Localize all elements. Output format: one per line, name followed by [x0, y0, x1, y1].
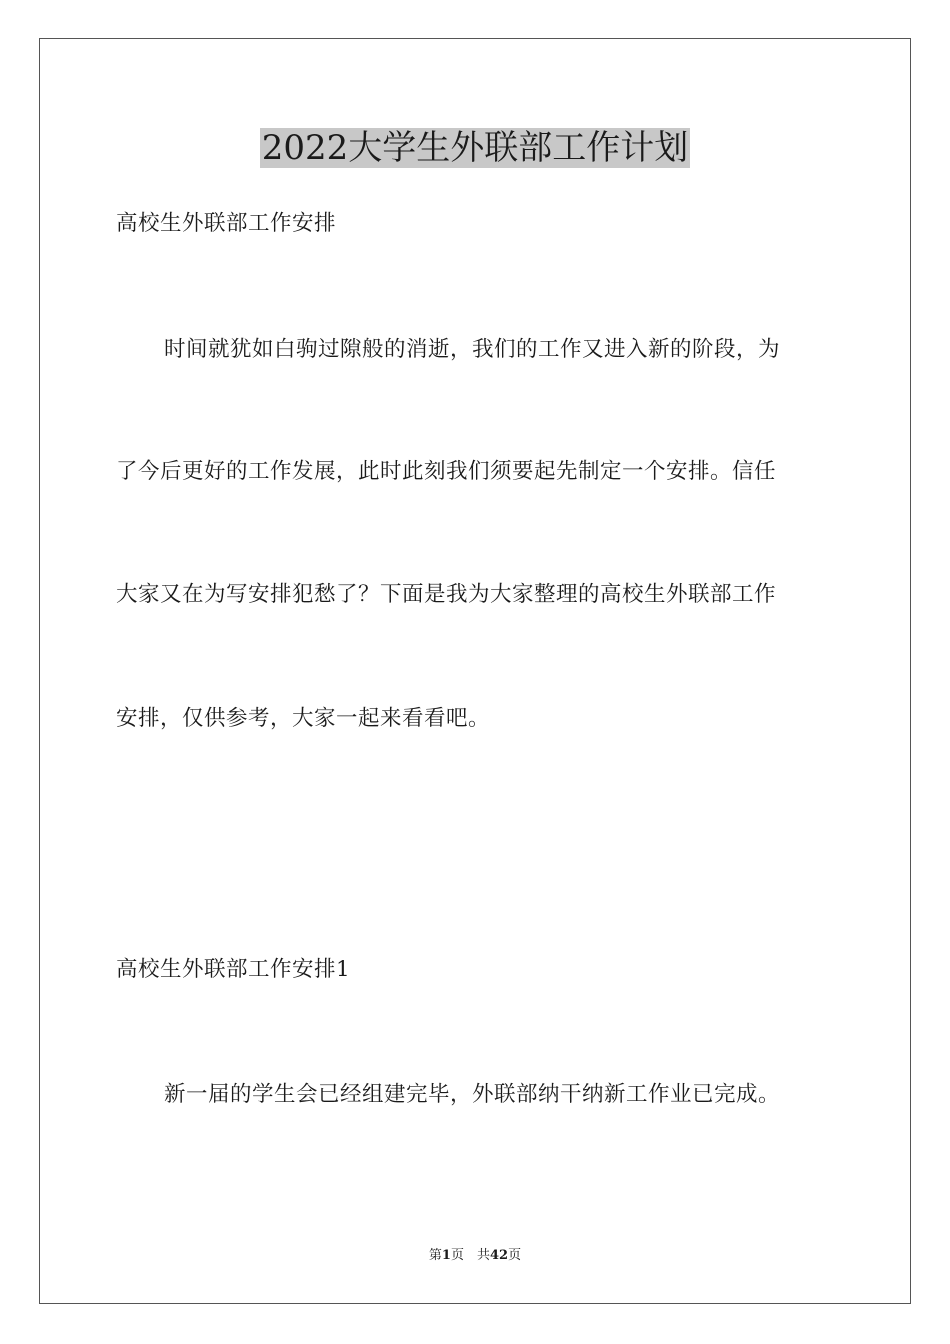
paragraph-line: 安排，仅供参考，大家一起来看看吧。: [116, 706, 491, 731]
section-heading: 高校生外联部工作安排: [116, 211, 337, 236]
paragraph-line: 新一届的学生会已经组建完毕，外联部纳干纳新工作业已完成。: [164, 1082, 781, 1107]
footer-current-page: 1: [441, 1248, 451, 1263]
paragraph-line: 了今后更好的工作发展，此时此刻我们须要起先制定一个安排。信任: [116, 459, 777, 484]
footer-total-pages: 42: [489, 1248, 509, 1263]
footer-page-mid: 页 共: [450, 1248, 490, 1263]
paragraph-line: 大家又在为写安排犯愁了？下面是我为大家整理的高校生外联部工作: [116, 582, 777, 607]
paragraph-line: 时间就犹如白驹过隙般的消逝，我们的工作又进入新的阶段，为: [164, 337, 781, 362]
footer-page-prefix: 第: [428, 1248, 442, 1263]
document-title-text: 2022大学生外联部工作计划: [261, 128, 689, 168]
footer-page-suffix: 页: [508, 1248, 522, 1263]
section-heading: 高校生外联部工作安排1: [116, 957, 351, 982]
page-number-footer: [0, 1247, 950, 1265]
document-title: [0, 126, 950, 170]
